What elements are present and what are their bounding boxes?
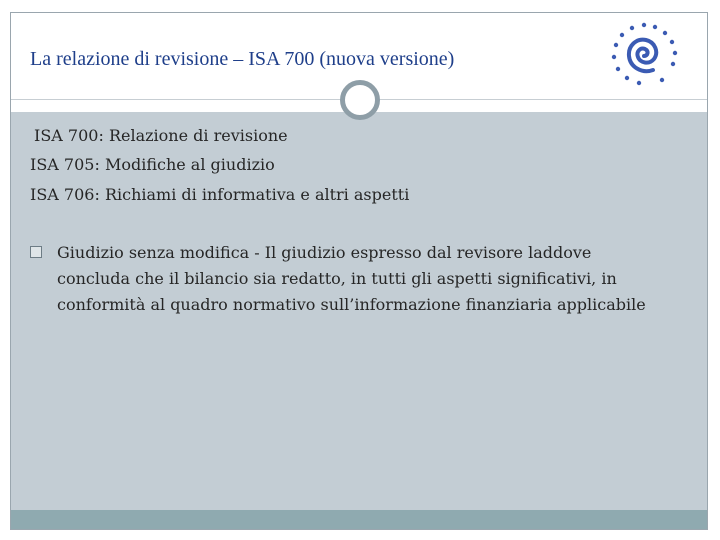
content-line-2: ISA 705: Modifiche al giudizio <box>30 155 275 174</box>
spiral-logo-icon <box>604 20 684 90</box>
footer-bar <box>11 510 707 529</box>
divider-circle-ornament <box>340 80 380 120</box>
slide-title: La relazione di revisione – ISA 700 (nuova versione) <box>30 48 455 70</box>
bullet-square-icon <box>30 246 42 258</box>
content-line-1: ISA 700: Relazione di revisione <box>34 126 288 145</box>
content-line-3: ISA 706: Richiami di informativa e altri aspetti <box>30 185 410 204</box>
bullet-paragraph: Giudizio senza modifica - Il giudizio espresso dal revisore laddove concluda che il bilancio sia redatto, in tutti gli aspetti significativi, in conformità al quadro normativo sull’informazione finanziaria applicabile <box>57 243 646 314</box>
